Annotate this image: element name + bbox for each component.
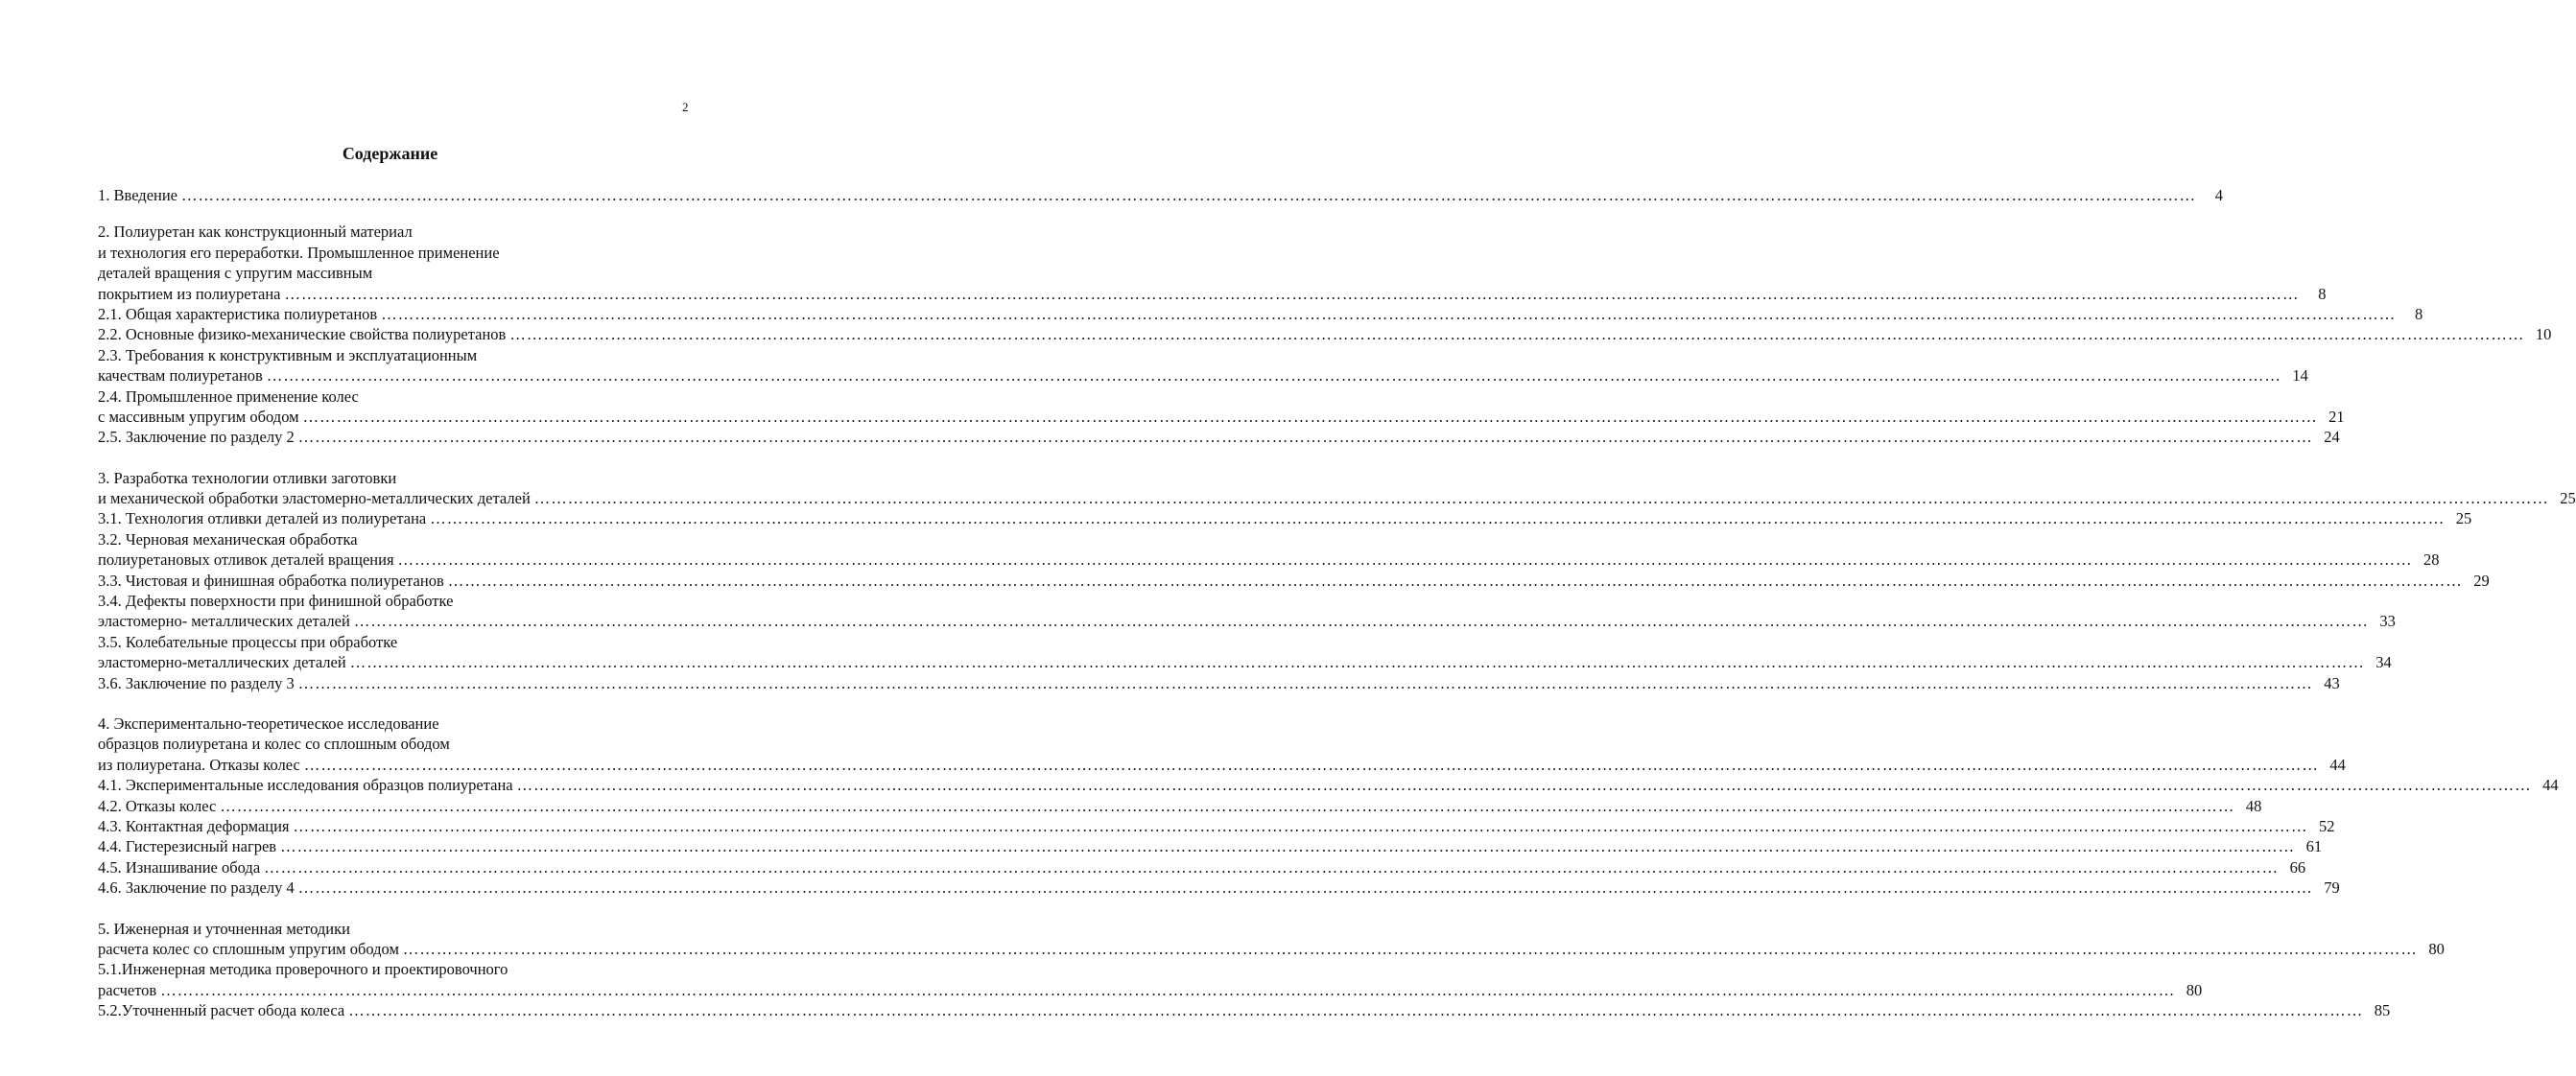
toc-entry-page: 34 — [2375, 653, 2392, 672]
toc-entry-page: 66 — [2289, 857, 2306, 877]
toc-entry-page: 4 — [2214, 186, 2224, 204]
toc-entry — [98, 939, 2445, 959]
toc-leader-dots: ……………………………………………………………………………………………………………………………………………………………………………………………………………………………………………………………………………………………………………………………… — [402, 939, 2418, 958]
toc-entry-page: 85 — [2374, 1001, 2391, 1020]
toc-entry — [98, 980, 2203, 1000]
toc-entry — [98, 427, 2340, 447]
toc-leader-dots: ……………………………………………………………………………………………………………………………………………………………………………………………………………………………………………………………………………………………………………………………… — [284, 284, 2300, 303]
toc-entry — [98, 591, 675, 611]
section-gap — [98, 899, 675, 919]
toc-entry-page: 21 — [2328, 407, 2345, 426]
toc-entry — [98, 222, 675, 242]
toc-entry-title: 5.2.Уточненный расчет обода колеса — [98, 1001, 345, 1020]
toc-entry — [98, 243, 675, 263]
toc-section-s3 — [98, 468, 2576, 693]
toc-entry-title: 2.4. Промышленное применение колес — [98, 386, 359, 406]
toc-entry-page: 79 — [2324, 878, 2340, 898]
toc-entry-title: с массивным упругим ободом — [98, 407, 299, 426]
toc-entry-title: и механической обработки эластомерно-металлических деталей — [98, 489, 531, 508]
toc-entry-page: 80 — [2186, 980, 2203, 999]
toc-entry-title: покрытием из полиуретана — [98, 284, 281, 303]
toc-entry — [98, 386, 675, 407]
toc-leader-dots: ……………………………………………………………………………………………………………………………………………………………………………………………………………………………………………………………………………………………………………………………… — [533, 489, 2549, 508]
toc-entry-page: 29 — [2473, 571, 2490, 590]
toc-entry-title: 3.5. Колебательные процессы при обработке — [98, 632, 398, 651]
toc-entry-title: деталей вращения с упругим массивным — [98, 264, 373, 283]
toc-entry-page: 61 — [2305, 837, 2323, 856]
toc-entry — [98, 263, 675, 283]
toc-entry-page: 24 — [2324, 428, 2340, 447]
section-gap — [98, 448, 675, 468]
toc-leader-dots: ……………………………………………………………………………………………………………………………………………………………………………………………………………………………………………………………………………………………………………………………… — [181, 186, 2197, 204]
toc-entry-page: 80 — [2428, 939, 2445, 958]
toc-leader-dots: ……………………………………………………………………………………………………………………………………………………………………………………………………………………………………………………………………………………………………………………………… — [160, 980, 2176, 999]
toc-entry — [98, 816, 2335, 836]
toc-entry-title: 3.2. Черновая механическая обработка — [98, 529, 358, 549]
toc-entry — [98, 755, 2346, 775]
toc-entry — [98, 652, 2392, 672]
toc-leader-dots: ……………………………………………………………………………………………………………………………………………………………………………………………………………………………………………………………………………………………………………………………… — [297, 428, 2313, 447]
toc-entry — [98, 304, 2423, 324]
toc-entry — [98, 836, 2323, 856]
toc-entry-title: 4.4. Гистерезисный нагрев — [98, 837, 277, 856]
toc-entry-title: 3.3. Чистовая и финишная обработка полиуретанов — [98, 571, 444, 590]
toc-entry-title: расчета колес со сплошным упругим ободом — [98, 939, 399, 958]
toc-entry-page: 28 — [2423, 550, 2440, 570]
toc-entry — [98, 550, 2440, 570]
toc-leader-dots: ……………………………………………………………………………………………………………………………………………………………………………………………………………………………………………………………………………………………………………………………… — [516, 776, 2532, 795]
toc-entry-title: образцов полиуретана и колес со сплошным ободом — [98, 735, 450, 754]
toc-section-s1 — [98, 185, 2224, 205]
table-of-contents — [98, 185, 2576, 1020]
toc-leader-dots: ……………………………………………………………………………………………………………………………………………………………………………………………………………………………………………………………………………………………………………………………… — [280, 837, 2296, 856]
toc-leader-dots: ……………………………………………………………………………………………………………………………………………………………………………………………………………………………………………………………………………………………………………………………… — [348, 1001, 2364, 1020]
toc-entry — [98, 673, 2340, 693]
toc-entry-title: полиуретановых отливок деталей вращения — [98, 550, 394, 570]
toc-entry-page: 44 — [2329, 755, 2346, 774]
toc-entry-title: 2. Полиуретан как конструкционный материал — [98, 222, 413, 242]
toc-leader-dots: ……………………………………………………………………………………………………………………………………………………………………………………………………………………………………………………………………………………………………………………………… — [349, 653, 2365, 672]
toc-entry-title: 4. Экспериментально-теоретическое исследование — [98, 713, 439, 733]
toc-entry-title: 4.5. Изнашивание обода — [98, 857, 261, 877]
section-gap — [98, 205, 675, 222]
toc-entry — [98, 345, 675, 365]
toc-entry-title: 3. Разработка технологии отливки заготовки — [98, 468, 397, 487]
page-title: Содержание — [342, 144, 438, 163]
toc-entry — [98, 632, 675, 652]
toc-entry-title: 4.1. Экспериментальные исследования образцов полиуретана — [98, 776, 513, 795]
toc-entry — [98, 877, 2340, 898]
page-number: 2 — [682, 100, 689, 114]
toc-entry — [98, 1000, 2391, 1020]
toc-entry-title: качествам полиуретанов — [98, 366, 263, 386]
toc-entry — [98, 734, 675, 754]
toc-entry-title: эластомерно-металлических деталей — [98, 653, 346, 672]
toc-leader-dots: ……………………………………………………………………………………………………………………………………………………………………………………………………………………………………………………………………………………………………………………………… — [509, 325, 2525, 344]
toc-entry-title: 4.3. Контактная деформация — [98, 816, 290, 835]
toc-entry — [98, 611, 2396, 631]
toc-entry — [98, 857, 2306, 877]
toc-entry — [98, 775, 2559, 795]
toc-leader-dots: ……………………………………………………………………………………………………………………………………………………………………………………………………………………………………………………………………………………………………………………………… — [303, 755, 2319, 774]
toc-entry-title: расчетов — [98, 980, 157, 999]
toc-entry — [98, 508, 2472, 528]
toc-section-s2 — [98, 222, 2552, 447]
toc-entry-page: 10 — [2535, 325, 2552, 344]
toc-entry — [98, 284, 2327, 304]
toc-leader-dots: ……………………………………………………………………………………………………………………………………………………………………………………………………………………………………………………………………………………………………………………………… — [293, 816, 2308, 835]
toc-leader-dots: ……………………………………………………………………………………………………………………………………………………………………………………………………………………………………………………………………………………………………………………………… — [353, 612, 2369, 631]
toc-entry-title: из полиуретана. Отказы колес — [98, 755, 300, 774]
toc-entry — [98, 324, 2552, 344]
toc-leader-dots: ……………………………………………………………………………………………………………………………………………………………………………………………………………………………………………………………………………………………………………………………… — [220, 796, 2235, 815]
toc-entry-title: 1. Введение — [98, 186, 178, 204]
toc-entry-page: 33 — [2379, 612, 2396, 631]
toc-section-s4 — [98, 713, 2559, 899]
toc-leader-dots: ……………………………………………………………………………………………………………………………………………………………………………………………………………………………………………………………………………………………………………………………… — [397, 550, 2413, 570]
toc-entry-page: 14 — [2292, 366, 2308, 386]
toc-entry-title: и технология его переработки. Промышленное применение — [98, 243, 500, 262]
toc-entry — [98, 529, 675, 550]
toc-entry-title: 5. Иженерная и уточненная методики — [98, 919, 350, 938]
toc-entry — [98, 185, 2224, 205]
toc-entry-page: 48 — [2245, 796, 2262, 815]
toc-entry — [98, 407, 2345, 427]
toc-entry-page: 43 — [2324, 673, 2340, 692]
toc-entry-title: 2.1. Общая характеристика полиуретанов — [98, 304, 378, 323]
toc-leader-dots: ……………………………………………………………………………………………………………………………………………………………………………………………………………………………………………………………………………………………………………………………… — [430, 509, 2446, 528]
toc-entry-title: 3.6. Заключение по разделу 3 — [98, 673, 295, 692]
toc-section-s5 — [98, 919, 2445, 1021]
toc-entry-title: 2.5. Заключение по разделу 2 — [98, 428, 295, 447]
toc-entry-title: 5.1.Инженерная методика проверочного и проектировочного — [98, 960, 508, 979]
toc-entry — [98, 365, 2308, 386]
section-gap — [98, 693, 675, 713]
toc-entry-title: 4.2. Отказы колес — [98, 796, 217, 815]
toc-entry-page: 44 — [2542, 776, 2559, 795]
toc-leader-dots: ……………………………………………………………………………………………………………………………………………………………………………………………………………………………………………………………………………………………………………………………… — [266, 366, 2281, 386]
toc-entry — [98, 959, 675, 979]
toc-entry-page: 52 — [2319, 816, 2335, 835]
toc-entry-page: 25 — [2455, 509, 2472, 528]
toc-entry-title: 2.3. Требования к конструктивным и эксплуатационным — [98, 345, 478, 364]
toc-entry — [98, 468, 675, 488]
toc-entry — [98, 796, 2262, 816]
toc-leader-dots: ……………………………………………………………………………………………………………………………………………………………………………………………………………………………………………………………………………………………………………………………… — [302, 407, 2318, 426]
toc-entry — [98, 488, 2576, 508]
toc-leader-dots: ……………………………………………………………………………………………………………………………………………………………………………………………………………………………………………………………………………………………………………………………… — [264, 857, 2280, 877]
toc-leader-dots: ……………………………………………………………………………………………………………………………………………………………………………………………………………………………………………………………………………………………………………………………… — [381, 304, 2397, 323]
toc-entry-title: эластомерно- металлических деталей — [98, 612, 350, 631]
toc-entry-page: 8 — [2414, 304, 2423, 323]
toc-entry — [98, 713, 675, 734]
toc-leader-dots: ……………………………………………………………………………………………………………………………………………………………………………………………………………………………………………………………………………………………………………………………… — [297, 673, 2313, 692]
toc-entry-title: 3.4. Дефекты поверхности при финишной обработке — [98, 592, 454, 611]
toc-leader-dots: ……………………………………………………………………………………………………………………………………………………………………………………………………………………………………………………………………………………………………………………………… — [297, 878, 2313, 898]
toc-leader-dots: ……………………………………………………………………………………………………………………………………………………………………………………………………………………………………………………………………………………………………………………………… — [447, 571, 2463, 590]
toc-entry — [98, 571, 2490, 591]
toc-entry-page: 25 — [2560, 489, 2576, 508]
toc-entry-title: 4.6. Заключение по разделу 4 — [98, 878, 295, 898]
toc-entry-title: 2.2. Основные физико-механические свойства полиуретанов — [98, 325, 507, 344]
toc-entry-title: 3.1. Технология отливки деталей из полиуретана — [98, 509, 427, 528]
toc-entry — [98, 919, 675, 939]
toc-entry-page: 8 — [2318, 284, 2327, 303]
